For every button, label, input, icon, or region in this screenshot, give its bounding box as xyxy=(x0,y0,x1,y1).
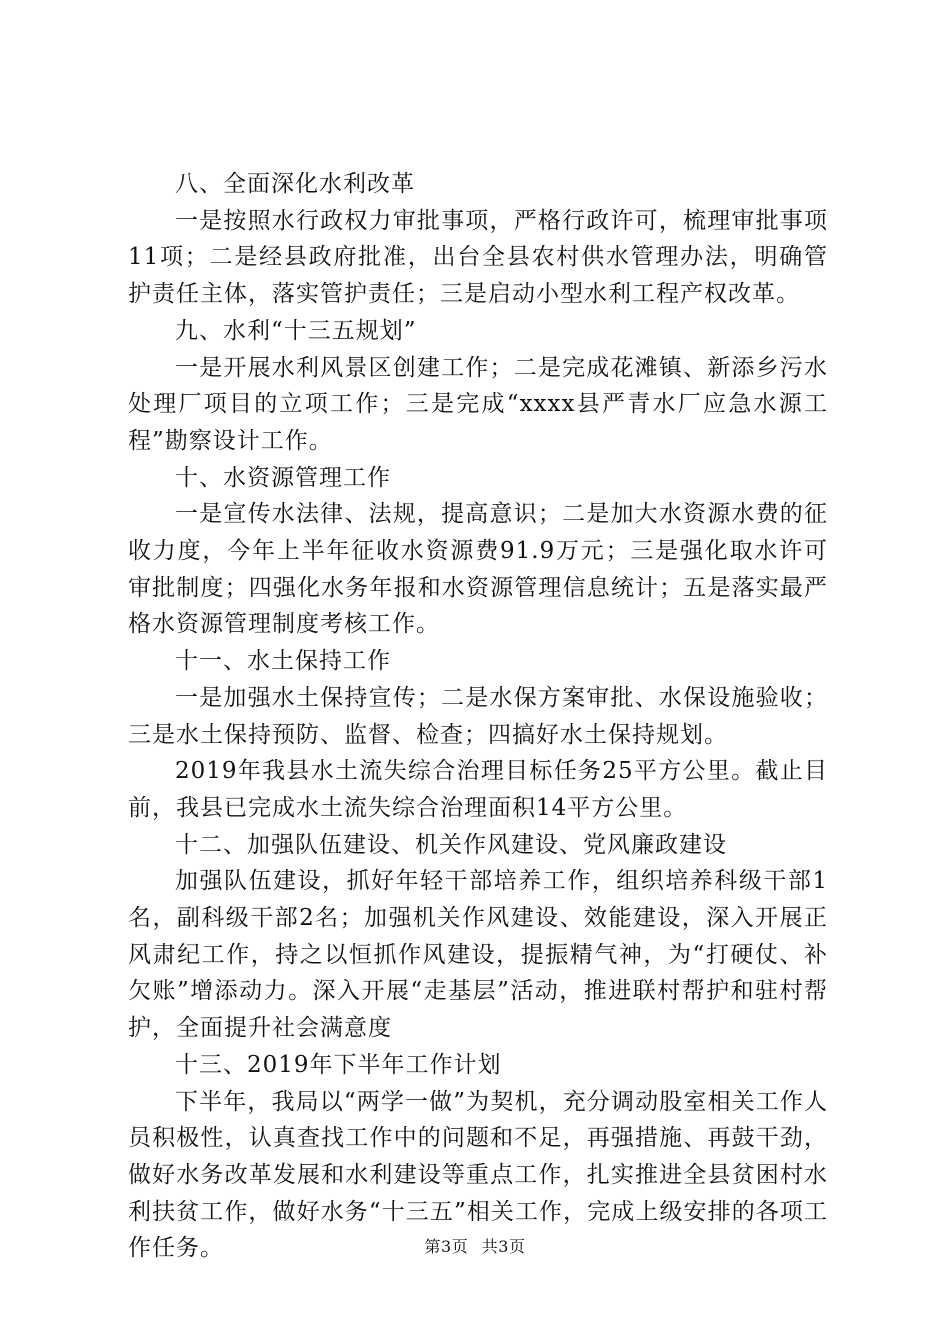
page-total: 共3页 xyxy=(481,1237,526,1256)
paragraph: 一是宣传水法律、法规，提高意识；二是加大水资源水费的征收力度，今年上半年征收水资源费91.9万元；三是强化取水许可审批制度；四强化水务年报和水资源管理信息统计；五是落实最严格水资源管理制度考核工作。 xyxy=(128,501,828,638)
section-heading-10: 十、水资源管理工作 xyxy=(175,464,391,491)
document-body xyxy=(128,166,828,1267)
paragraph: 一是开展水利风景区创建工作；二是完成花滩镇、新添乡污水处理厂项目的立项工作；三是完成“xxxx县严青水厂应急水源工程”勘察设计工作。 xyxy=(128,354,828,454)
section-heading-13: 十三、2019年下半年工作计划 xyxy=(175,1051,502,1078)
page-number: 第3页 xyxy=(424,1237,469,1256)
section-heading-12: 十二、加强队伍建设、机关作风建设、党风廉政建设 xyxy=(175,831,727,858)
page-footer xyxy=(0,1236,950,1258)
section-heading-8: 八、全面深化水利改革 xyxy=(175,171,415,197)
section-heading-11: 十一、水土保持工作 xyxy=(175,648,391,675)
paragraph: 一是按照水行政权力审批事项，严格行政许可，梳理审批事项11项；二是经县政府批准，出台全县农村供水管理办法，明确管护责任主体，落实管护责任；三是启动小型水利工程产权改革。 xyxy=(128,207,828,308)
paragraph: 加强队伍建设，抓好年轻干部培养工作，组织培养科级干部1名，副科级干部2名；加强机关作风建设、效能建设，深入开展正风肃纪工作，持之以恒抓作风建设，提振精气神，为“打硬仗、补欠账”增添动力。深入开展“走基层”活动，推进联村帮护和驻村帮护，全面提升社会满意度 xyxy=(128,868,828,1042)
section-heading-9: 九、水利“十三五规划” xyxy=(175,317,417,344)
paragraph: 一是加强水土保持宣传；二是水保方案审批、水保设施验收；三是水土保持预防、监督、检查；四搞好水土保持规划。 xyxy=(128,684,828,748)
paragraph: 下半年，我局以“两学一做”为契机，充分调动股室相关工作人员积极性，认真查找工作中的问题和不足，再强措施、再鼓干劲，做好水务改革发展和水利建设等重点工作，扎实推进全县贫困村水利扶贫工作，做好水务“十三五”相关工作，完成上级安排的各项工作任务。 xyxy=(128,1088,828,1262)
paragraph: 2019年我县水土流失综合治理目标任务25平方公里。截止目前，我县已完成水土流失综合治理面积14平方公里。 xyxy=(128,758,828,821)
